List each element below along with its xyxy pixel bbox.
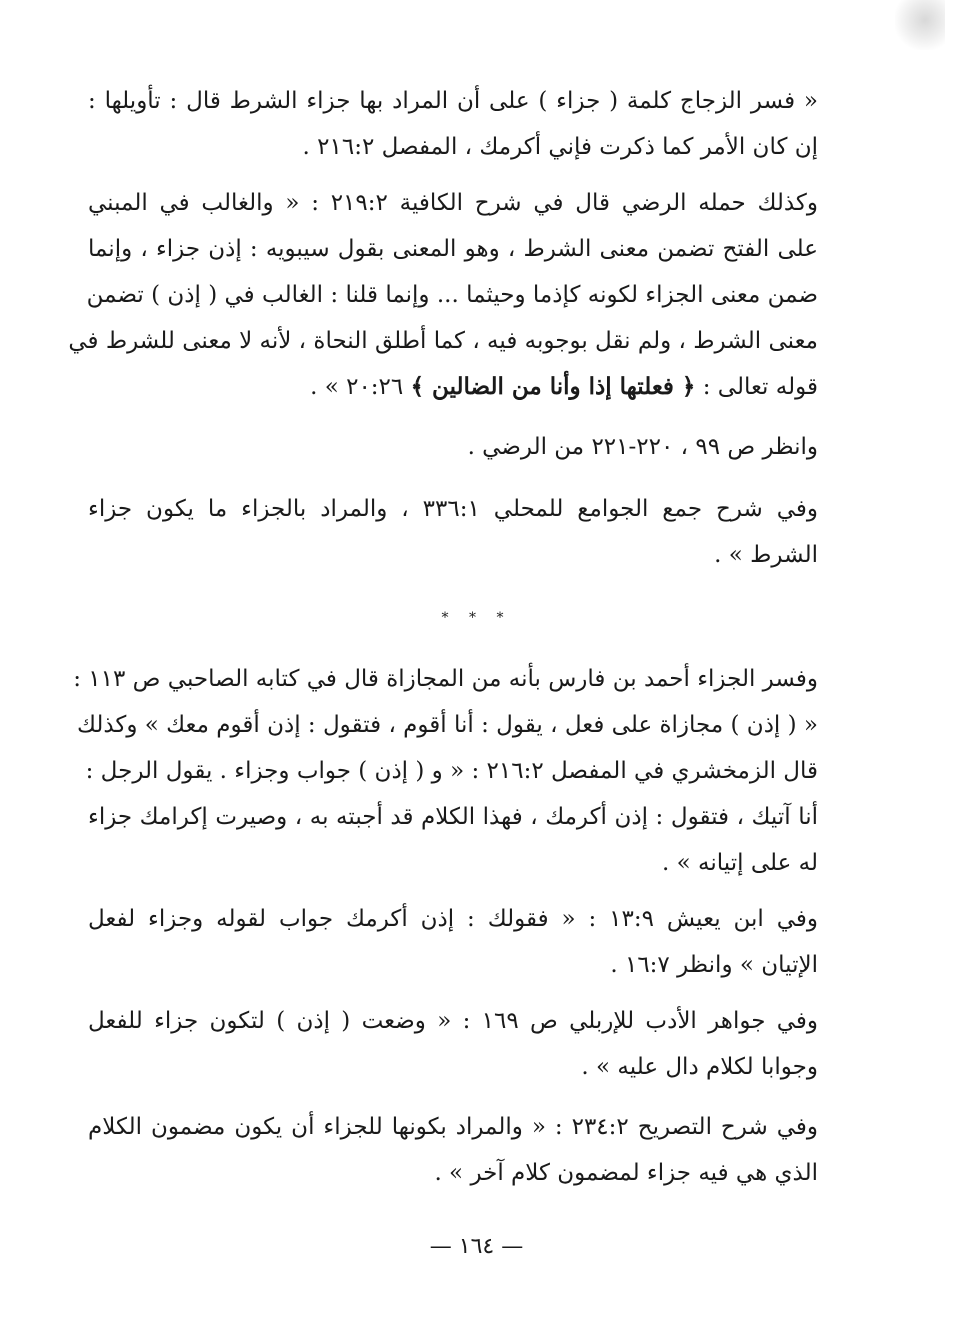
page-number: — ١٦٤ — <box>429 1234 524 1259</box>
text-line: وفي ابن يعيش ١٣:٩ : « فقولك : إذن أكرمك جواب لقوله وجزاء لفعل <box>88 906 818 932</box>
text-line: وجوابا لكلام دال عليه » . <box>581 1054 818 1080</box>
text-line: أنا آتيك ، فتقول : إذن أكرمك ، فهذا الكلام قد أجبته به ، وصيرت إكرامك جزاء <box>88 804 818 830</box>
text-line: له على إتيانه » . <box>662 850 818 876</box>
paper-stain <box>895 0 945 50</box>
paragraph-radi <box>68 180 818 410</box>
text-line: قال الزمخشري في المفصل ٢١٦:٢ : « و ( إذن ) جواب وجزاء . يقول الرجل : <box>85 758 818 784</box>
paragraph-see-also <box>88 424 818 470</box>
paragraph-ibn-faris <box>73 656 818 886</box>
paragraph-mahalli <box>88 486 818 578</box>
line-tail: ٢٠:٢٦ » . <box>310 374 411 400</box>
text-line: إن كان الأمر كما ذكرت فإني أكرمك ، المفصل ٢١٦:٢ . <box>302 134 818 160</box>
text-line: وفي شرح التصريح ٢٣٤:٢ : « والمراد بكونها للجزاء أن يكون مضمون الكلام <box>88 1114 818 1140</box>
paragraph-zajjaj <box>88 78 818 170</box>
text-line: وفسر الجزاء أحمد بن فارس بأنه من المجازاة قال في كتابه الصاحبي ص ١١٣ : <box>73 666 818 692</box>
text-line: وانظر ص ٩٩ ، ٢٢٠-٢٢١ من الرضي . <box>467 434 818 460</box>
text-line: الذي هي فيه جزاء لمضمون كلام آخر » . <box>434 1160 818 1186</box>
text-line: وفي شرح جمع الجوامع للمحلي ٣٣٦:١ ، والمراد بالجزاء ما يكون جزاء <box>88 496 819 522</box>
section-separator: * * * <box>441 610 512 626</box>
text-line: « ( إذن ) مجازاة على فعل ، يقول : أنا أقوم ، فتقول : إذن أقوم معك » وكذلك <box>76 712 818 738</box>
paragraph-jawahir <box>88 998 818 1090</box>
text-line: ضمن معنى الجزاء لكونه كإذما وحيثما ... وإنما قلنا : الغالب في ( إذن ) تضمن <box>86 282 818 308</box>
quran-verse: ﴿ فعلتها إذا وأنا من الضالين ﴾ <box>410 373 696 400</box>
text-line-quran <box>88 364 818 410</box>
paragraph-ibn-yaish <box>88 896 818 988</box>
text-line: الإتيان » وانظر ١٦:٧ . <box>610 952 818 978</box>
text-line: وفي جواهر الأدب للإربلي ص ١٦٩ : « وضعت ( إذن ) لتكون جزاء للفعل <box>88 1008 819 1034</box>
text-line: على الفتح تضمن معنى الشرط ، وهو المعنى بقول سيبويه : إذن جزاء ، وإنما <box>88 236 818 262</box>
text-line: وكذلك حمله الرضي قال في شرح الكافية ٢١٩:٢ : « والغالب في المبني <box>88 190 818 216</box>
text-line: معنى الشرط ، ولم نقل بوجوبه فيه ، كما أطلق النحاة ، لأنه لا معنى للشرط في <box>68 328 818 354</box>
text-line: الشرط » . <box>714 542 818 568</box>
line-lead: قوله تعالى : <box>695 374 818 400</box>
text-line: « فسر الزجاج كلمة ( جزاء ) على أن المراد بها جزاء الشرط قال : تأويلها : <box>88 88 818 114</box>
paragraph-tasrih <box>88 1104 818 1196</box>
